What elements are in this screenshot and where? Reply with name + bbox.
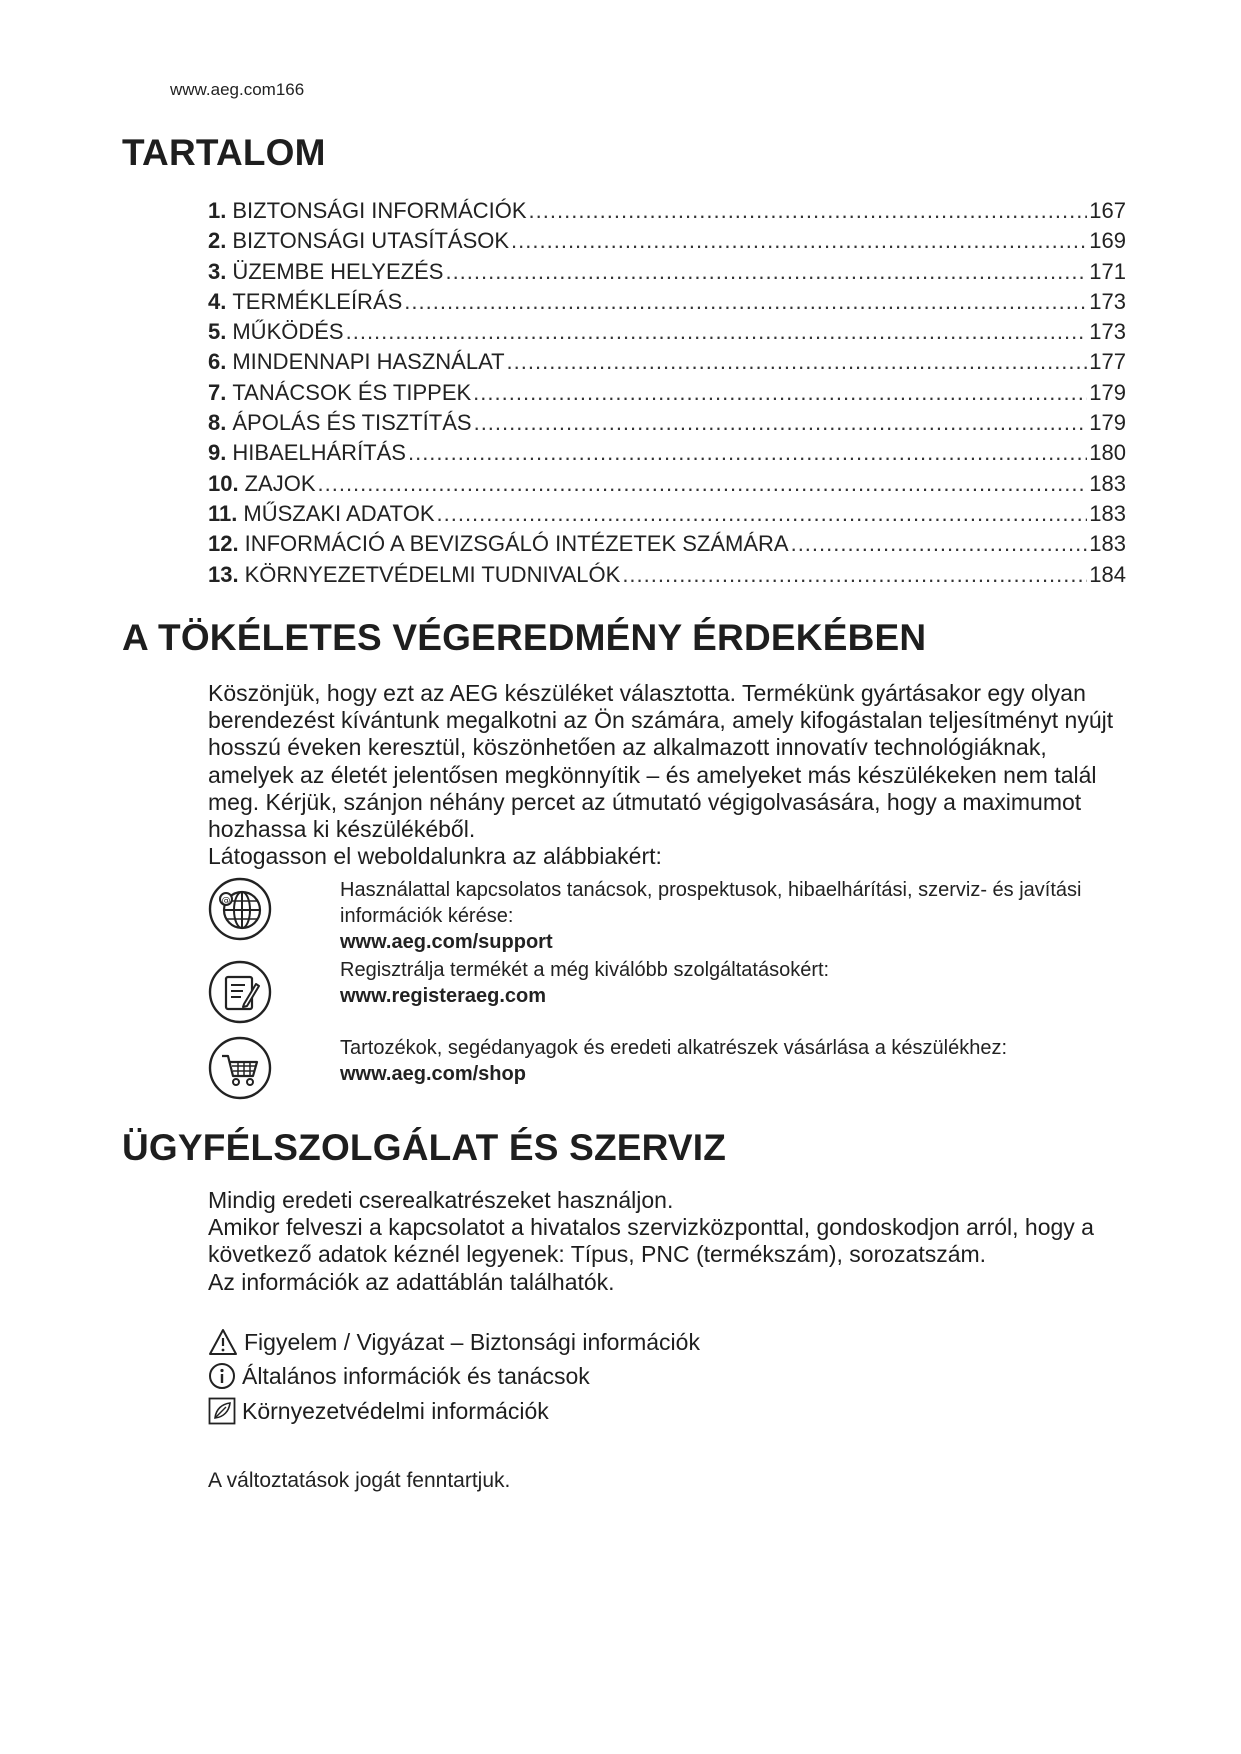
toc-entry-page: 179 [1089,379,1126,405]
toc-entry[interactable] [208,259,1126,289]
register-icon [208,960,272,1024]
result-section-title: A TÖKÉLETES VÉGEREDMÉNY ÉRDEKÉBEN [122,617,927,658]
toc-entry-page: 173 [1089,288,1126,314]
support-link-row [208,877,1128,957]
register-description: Regisztrálja termékét a még kiválóbb szolgáltatásokért: [340,959,830,981]
shop-link[interactable]: www.aeg.com/shop [340,1063,526,1085]
toc-entry-page: 171 [1089,258,1126,284]
shop-description: Tartozékok, segédanyagok és eredeti alkatrészek vásárlása a készülékhez: [340,1037,1008,1059]
toc-entry-label: MINDENNAPI HASZNÁLAT [232,349,505,375]
toc-entry-page: 179 [1089,410,1126,436]
toc-entry-label: KÖRNYEZETVÉDELMI TUDNIVALÓK [244,561,621,587]
toc-entry-number: 10. [208,470,239,496]
toc-entry[interactable] [208,380,1126,410]
toc-entry-label: INFORMÁCIÓ A BEVIZSGÁLÓ INTÉZETEK SZÁMÁRA [244,531,789,557]
toc-entry-page: 169 [1089,228,1126,254]
toc-dot-leader [622,562,1087,588]
toc-entry-page: 183 [1089,500,1126,526]
toc-dot-leader [507,349,1088,375]
service-line-3: Az információk az adattáblán találhatók. [208,1268,615,1295]
legend-environment-label: Környezetvédelmi információk [242,1397,549,1424]
toc-entry-page: 183 [1089,531,1126,557]
toc-entry-label: HIBAELHÁRÍTÁS [232,440,406,466]
toc-entry-label: MŰKÖDÉS [232,319,344,345]
toc-entry-number: 12. [208,531,239,557]
toc-entry-label: ÁPOLÁS ÉS TISZTÍTÁS [232,410,472,436]
toc-entry-page: 173 [1089,319,1126,345]
toc-title: TARTALOM [122,132,326,173]
toc-entry-number: 4. [208,288,227,314]
legend-environment [208,1397,549,1425]
toc-entry-page: 177 [1089,349,1126,375]
toc-dot-leader [318,471,1088,497]
support-description: Használattal kapcsolatos tanácsok, prospektusok, hibaelhárítási, szerviz- és javítási információk kérése: [340,879,1082,927]
table-of-contents [208,198,1126,592]
info-icon [208,1362,236,1390]
service-line-1: Mindig eredeti cserealkatrészeket használjon. [208,1187,674,1213]
toc-entry-label: TERMÉKLEÍRÁS [232,288,403,314]
legend-info-label: Általános információk és tanácsok [242,1362,590,1389]
toc-dot-leader [511,228,1087,254]
shop-link-row [208,1031,1128,1106]
toc-entry-number: 9. [208,440,227,466]
toc-entry-label: BIZTONSÁGI UTASÍTÁSOK [232,228,510,254]
environment-icon [208,1397,236,1425]
intro-text [208,680,1128,870]
toc-entry[interactable] [208,349,1126,379]
toc-entry-page: 167 [1089,198,1126,223]
toc-entry-page: 180 [1089,440,1126,466]
toc-entry[interactable] [208,471,1126,501]
toc-entry-number: 8. [208,410,227,436]
toc-entry-label: ZAJOK [244,470,316,496]
toc-entry-page: 183 [1089,470,1126,496]
register-link-text-block [340,957,1140,1009]
shop-link-text-block [340,1035,1140,1087]
toc-entry-number: 11. [208,500,238,526]
toc-entry-label: BIZTONSÁGI INFORMÁCIÓK [232,198,527,223]
toc-entry[interactable] [208,501,1126,531]
toc-entry-label: ÜZEMBE HELYEZÉS [232,258,444,284]
service-line-2: Amikor felveszi a kapcsolatot a hivatalos szervizközponttal, gondoskodjon arról, hogy a következő adatok kéznél legyenek: Típus, PNC (termékszám), sorozatszám. [208,1214,1094,1268]
register-link-row [208,957,1128,1027]
support-link[interactable]: www.aeg.com/support [340,931,553,953]
toc-entry-label: MŰSZAKI ADATOK [243,500,435,526]
toc-entry-number: 1. [208,198,227,223]
support-link-text-block [340,877,1140,955]
rights-reserved-note: A változtatások jogát fenntartjuk. [208,1469,511,1492]
toc-entry[interactable] [208,198,1126,228]
svg-text:@: @ [221,896,231,906]
toc-entry-number: 6. [208,349,227,375]
warning-icon [208,1328,238,1356]
toc-entry-number: 7. [208,379,227,405]
legend-warning [208,1328,700,1356]
toc-entry-page: 184 [1089,561,1126,587]
service-section-title: ÜGYFÉLSZOLGÁLAT ÉS SZERVIZ [122,1127,727,1168]
globe-icon [208,877,272,941]
toc-dot-leader [404,289,1087,315]
toc-dot-leader [474,410,1088,436]
legend-info [208,1362,590,1390]
toc-entry-number: 3. [208,258,227,284]
legend-warning-label: Figyelem / Vigyázat – Biztonsági információk [244,1328,700,1355]
register-link[interactable]: www.registeraeg.com [340,985,546,1007]
toc-entry[interactable] [208,319,1126,349]
header-url: www.aeg.com166 [170,80,305,99]
service-text [208,1187,1128,1296]
toc-entry[interactable] [208,228,1126,258]
toc-dot-leader [473,380,1087,406]
toc-dot-leader [408,440,1087,466]
intro-paragraph: Köszönjük, hogy ezt az AEG készüléket választotta. Termékünk gyártásakor egy olyan berendezést kívántunk megalkotni az Ön számára, amely kifogástalan teljesítményt nyújt hosszú éveken keresztül, köszönhetően az alkalmazott innovatív technológiáknak, amelyek az életét jelentősen megkönnyítik – és amelyeket más készülékeken nem talál meg. Kérjük, szánjon néhány percet az útmutató végigolvasására, hogy a maximumot hozhassa ki készülékéből. [208,680,1114,843]
toc-dot-leader [791,531,1088,557]
shopping-cart-icon [208,1036,272,1100]
toc-entry-number: 13. [208,561,239,587]
toc-entry[interactable] [208,562,1126,592]
toc-dot-leader [437,501,1088,527]
toc-entry[interactable] [208,289,1126,319]
toc-entry-label: TANÁCSOK ÉS TIPPEK [232,379,472,405]
toc-dot-leader [445,259,1087,285]
toc-entry-number: 2. [208,228,227,254]
toc-entry-number: 5. [208,319,227,345]
toc-entry[interactable] [208,410,1126,440]
toc-entry[interactable] [208,531,1126,561]
visit-text: Látogasson el weboldalunkra az alábbiakért: [208,843,662,870]
toc-dot-leader [529,198,1088,224]
toc-entry[interactable] [208,440,1126,470]
toc-dot-leader [346,319,1088,345]
